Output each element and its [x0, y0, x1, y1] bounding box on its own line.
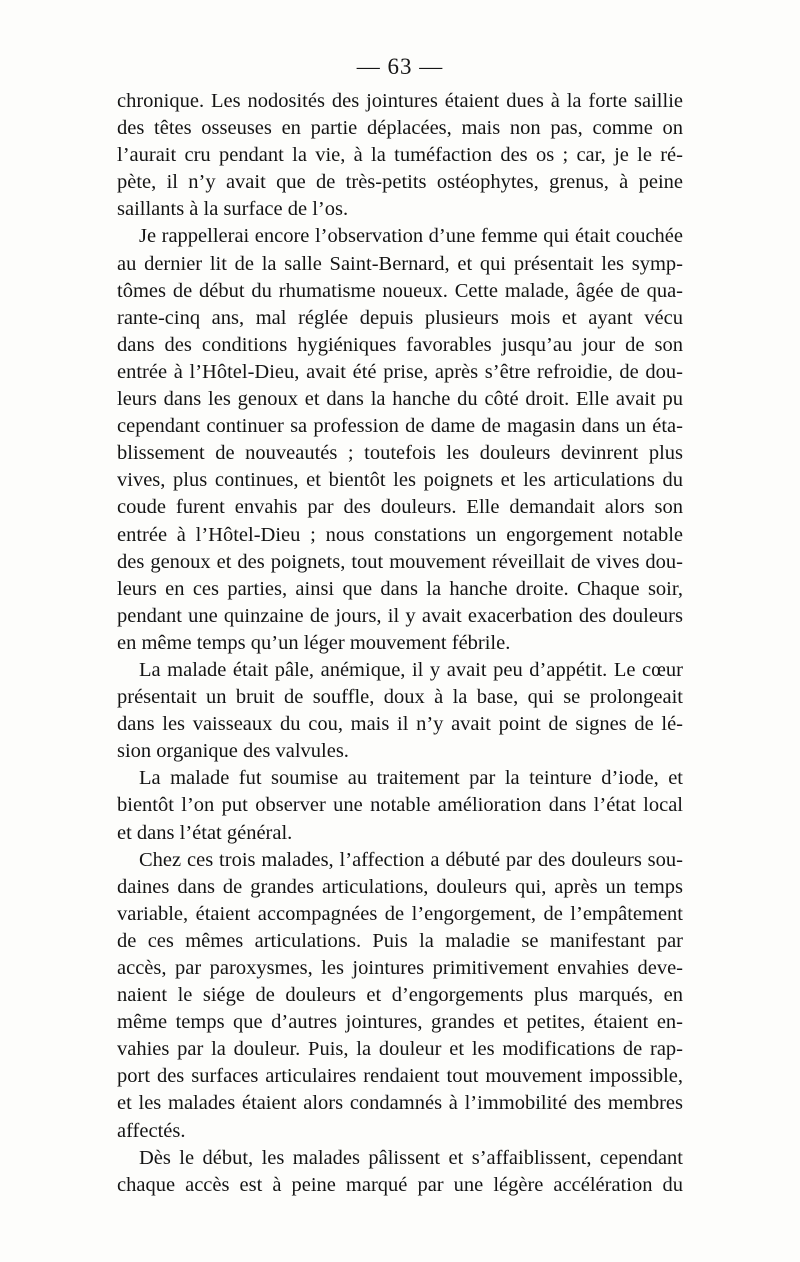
text-line: pendant une quinzaine de jours, il y avait exacerbation des douleurs: [117, 604, 683, 627]
paragraph: [117, 765, 683, 846]
text-line: bientôt l’on put observer une notable amélioration dans l’état local: [117, 794, 683, 817]
paragraph: [117, 223, 683, 657]
text-line: leurs dans les genoux et dans la hanche du côté droit. Elle avait pu: [117, 388, 683, 411]
paragraph: [117, 88, 683, 223]
text-line: port des surfaces articulaires rendaient tout mouvement impossible,: [117, 1065, 683, 1088]
text-line: cependant continuer sa profession de dame de magasin dans un éta-: [117, 415, 683, 438]
text-line: accès, par paroxysmes, les jointures primitivement envahies deve-: [117, 957, 683, 979]
text-line: présentait un bruit de souffle, doux à la base, qui se prolongeait: [117, 686, 683, 709]
text-line: et les malades étaient alors condamnés à l’immobilité des membres: [117, 1092, 683, 1115]
text-line: des têtes osseuses en partie déplacées, mais non pas, comme on: [117, 117, 683, 140]
text-line: chaque accès est à peine marqué par une légère accélération du: [117, 1173, 683, 1196]
text-line: et dans l’état général.: [117, 821, 293, 844]
paragraph: [117, 847, 683, 1145]
paragraph: [117, 1145, 683, 1199]
page-number: — 63 —: [356, 54, 444, 79]
text-line: l’aurait cru pendant la vie, à la tuméfaction des os ; car, je le ré-: [117, 144, 683, 167]
text-line: entrée à l’Hôtel-Dieu ; nous constations un engorgement notable: [117, 523, 683, 546]
text-line: pète, il n’y avait que de très-petits ostéophytes, grenus, à peine: [117, 171, 683, 194]
text-line: naient le siége de douleurs et d’engorgements plus marqués, en: [117, 984, 683, 1007]
text-line: blissement de nouveautés ; toutefois les douleurs devinrent plus: [117, 442, 683, 465]
text-line: affectés.: [117, 1119, 186, 1142]
text-line: vahies par la douleur. Puis, la douleur et les modifications de rap-: [117, 1038, 683, 1061]
text-line: tômes de début du rhumatisme noueux. Cette malade, âgée de qua-: [117, 279, 683, 302]
text-line: dans des conditions hygiéniques favorables jusqu’au jour de son: [117, 333, 683, 356]
text-line: Dès le début, les malades pâlissent et s’affaiblissent, cependant: [139, 1146, 683, 1169]
text-line: rante-cinq ans, mal réglée depuis plusieurs mois et ayant vécu: [117, 306, 683, 329]
text-line: en même temps qu’un léger mouvement fébrile.: [117, 631, 511, 654]
text-line: des genoux et des poignets, tout mouvement réveillait de vives dou-: [117, 550, 683, 573]
text-line: Chez ces trois malades, l’affection a débuté par des douleurs sou-: [139, 848, 683, 871]
text-line: La malade fut soumise au traitement par la teinture d’iode, et: [139, 767, 683, 790]
text-line: entrée à l’Hôtel-Dieu, avait été prise, après s’être refroidie, de dou-: [117, 360, 683, 383]
text-line: Je rappellerai encore l’observation d’une femme qui était couchée: [139, 225, 683, 248]
text-line: La malade était pâle, anémique, il y avait peu d’appétit. Le cœur: [139, 658, 683, 681]
text-line: au dernier lit de la salle Saint-Bernard, et qui présentait les symp-: [117, 252, 683, 275]
text-line: chronique. Les nodosités des jointures étaient dues à la forte saillie: [117, 90, 683, 112]
text-line: variable, étaient accompagnées de l’engorgement, de l’empâtement: [117, 902, 683, 925]
text-line: vives, plus continues, et bientôt les poignets et les articulations du: [117, 469, 683, 492]
text-line: dans les vaisseaux du cou, mais il n’y avait point de signes de lé-: [117, 713, 683, 736]
text-line: leurs en ces parties, ainsi que dans la hanche droite. Chaque soir,: [117, 577, 683, 600]
text-line: saillants à la surface de l’os.: [117, 198, 349, 221]
body-text: [117, 88, 683, 1199]
text-line: de ces mêmes articulations. Puis la maladie se manifestant par: [117, 929, 683, 952]
text-line: sion organique des valvules.: [117, 740, 349, 763]
text-line: daines dans de grandes articulations, douleurs qui, après un temps: [117, 875, 683, 898]
text-line: même temps que d’autres jointures, grandes et petites, étaient en-: [117, 1011, 683, 1034]
text-line: coude furent envahis par des douleurs. Elle demandait alors son: [117, 496, 683, 519]
paragraph: [117, 657, 683, 765]
